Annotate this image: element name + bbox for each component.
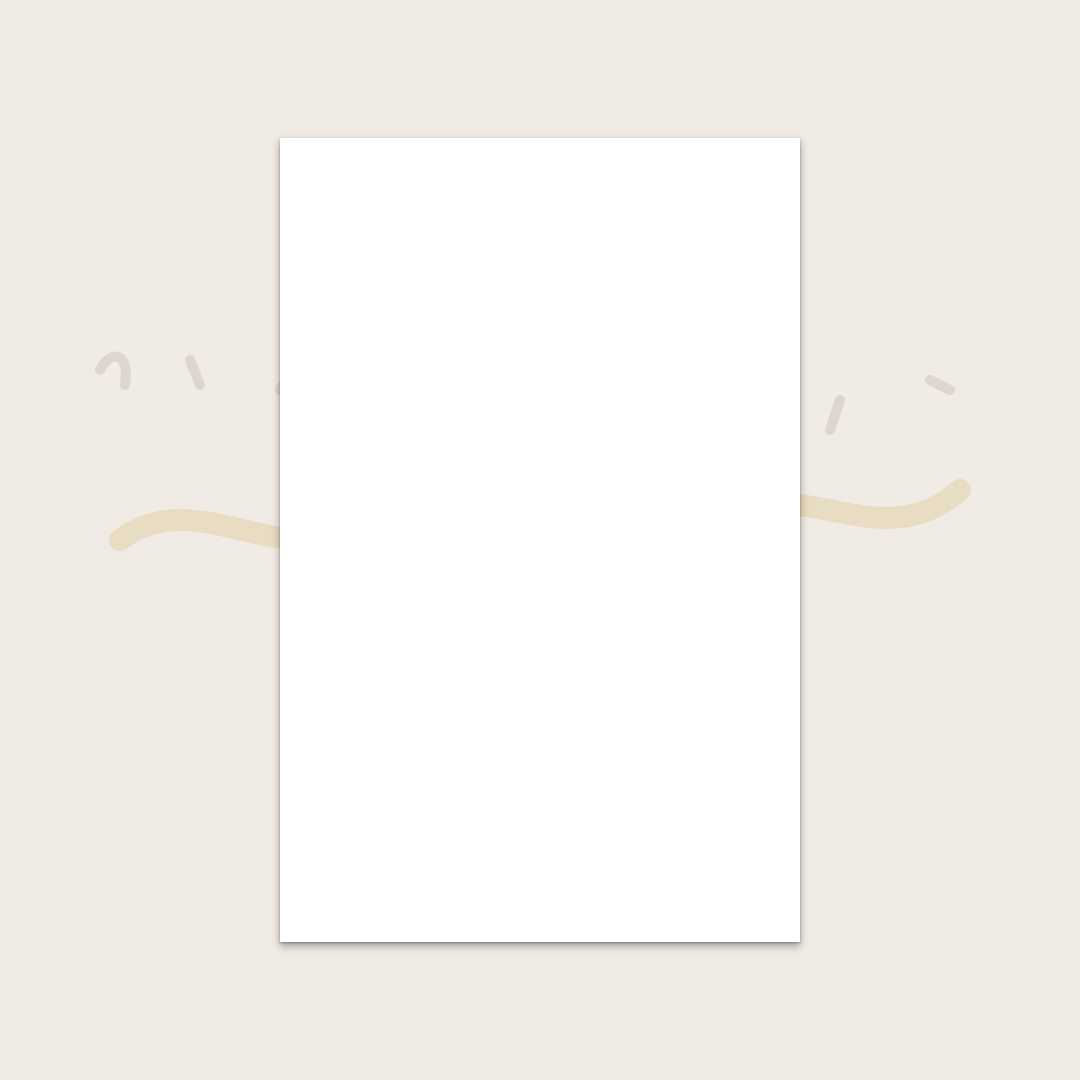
book-page [280,138,800,942]
